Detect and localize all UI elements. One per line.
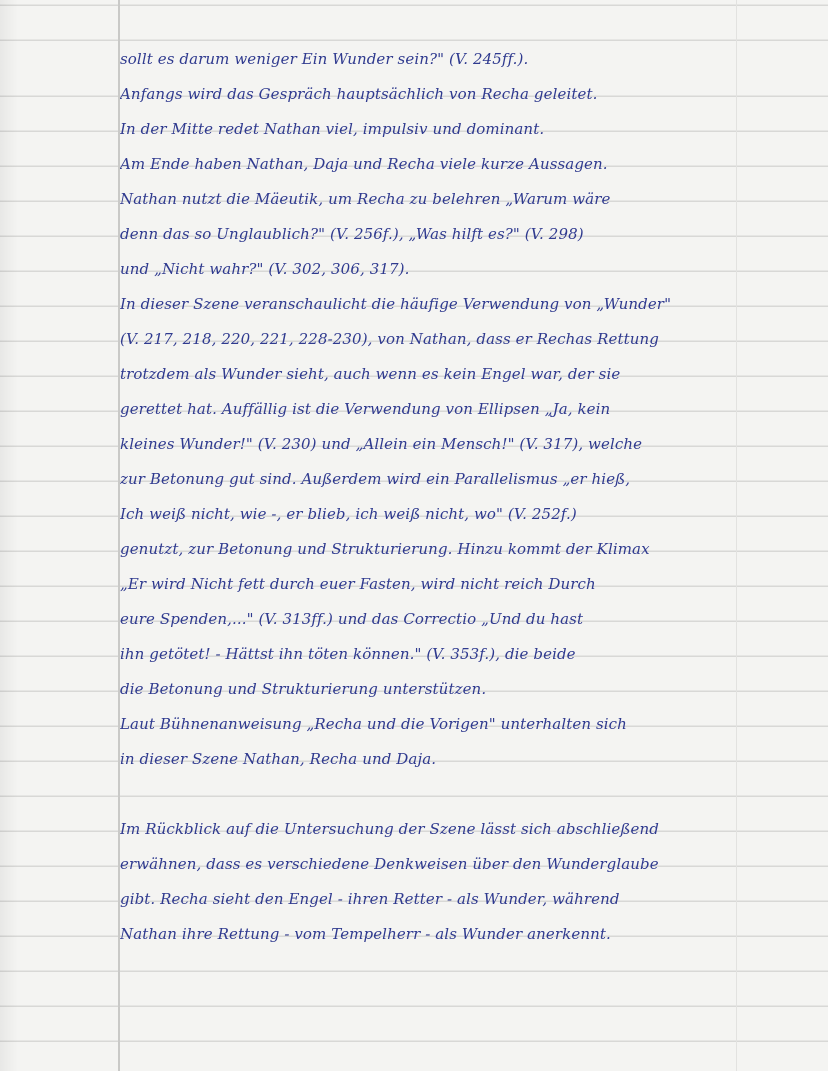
text-line: gerettet hat. Auffällig ist die Verwendung von Ellipsen „Ja, kein: [120, 400, 611, 418]
text-line: ihn getötet! - Hättst ihn töten können." (V. 353f.), die beide: [120, 645, 576, 663]
text-line: genutzt, zur Betonung und Strukturierung. Hinzu kommt der Klimax: [120, 540, 650, 558]
text-line: (V. 217, 218, 220, 221, 228-230), von Nathan, dass er Rechas Rettung: [120, 330, 659, 348]
text-line: trotzdem als Wunder sieht, auch wenn es kein Engel war, der sie: [120, 365, 621, 383]
text-line: Am Ende haben Nathan, Daja und Recha viele kurze Aussagen.: [120, 155, 608, 173]
text-line: und „Nicht wahr?" (V. 302, 306, 317).: [120, 260, 410, 278]
paragraph-gap: [120, 777, 730, 812]
page-edge: [736, 0, 737, 1071]
text-line: denn das so Unglaublich?" (V. 256f.), „Was hilft es?" (V. 298): [120, 225, 584, 243]
conclusion-line: Im Rückblick auf die Untersuchung der Szene lässt sich abschließend: [120, 820, 659, 838]
text-line: Nathan nutzt die Mäeutik, um Recha zu belehren „Warum wäre: [120, 190, 611, 208]
text-line: kleines Wunder!" (V. 230) und „Allein ein Mensch!" (V. 317), welche: [120, 435, 643, 453]
text-line: Ich weiß nicht, wie -, er blieb, ich weiß nicht, wo" (V. 252f.): [120, 505, 577, 523]
conclusion-line: erwähnen, dass es verschiedene Denkweisen über den Wunderglaube: [120, 855, 659, 873]
text-line: In dieser Szene veranschaulicht die häufige Verwendung von „Wunder": [120, 295, 672, 313]
conclusion-line: gibt. Recha sieht den Engel - ihren Retter - als Wunder, während: [120, 890, 620, 908]
text-line: Laut Bühnenanweisung „Recha und die Vorigen" unterhalten sich: [120, 715, 627, 733]
text-line: zur Betonung gut sind. Außerdem wird ein Parallelismus „er hieß,: [120, 470, 631, 488]
text-line: Anfangs wird das Gespräch hauptsächlich von Recha geleitet.: [120, 85, 598, 103]
text-line: in dieser Szene Nathan, Recha und Daja.: [120, 750, 437, 768]
text-line: In der Mitte redet Nathan viel, impulsiv und dominant.: [120, 120, 545, 138]
text-line: die Betonung und Strukturierung unterstützen.: [120, 680, 487, 698]
handwritten-text: [120, 42, 730, 952]
text-line: sollt es darum weniger Ein Wunder sein?" (V. 245ff.).: [120, 50, 529, 68]
text-line: „Er wird Nicht fett durch euer Fasten, wird nicht reich Durch: [120, 575, 596, 593]
conclusion-line: Nathan ihre Rettung - vom Tempelherr - als Wunder anerkennt.: [120, 925, 611, 943]
text-line: eure Spenden,..." (V. 313ff.) und das Correctio „Und du hast: [120, 610, 584, 628]
